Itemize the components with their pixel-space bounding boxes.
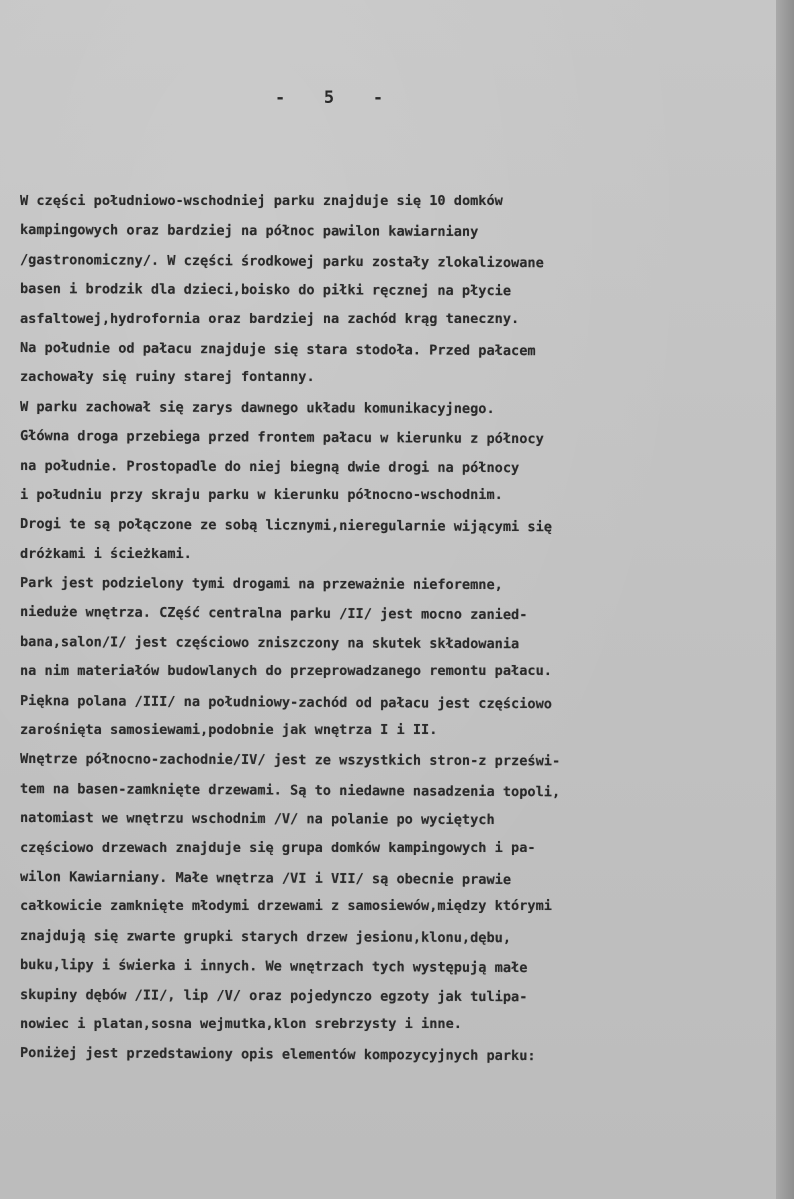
text-line: nowiec i platan,sosna wejmutka,klon srebrzysty i inne. — [20, 1015, 462, 1032]
text-line: częściowo drzewach znajduje się grupa domków kampingowych i pa- — [20, 839, 536, 856]
text-line: basen i brodzik dla dzieci,boisko do piłki ręcznej na płycie — [19, 281, 512, 300]
text-line: na nim materiałów budowlanych do przeprowadzanego remontu pałacu. — [20, 663, 552, 680]
text-line: asfaltowej,hydrofornia oraz bardziej na zachód krąg taneczny. — [20, 310, 520, 327]
text-line: buku,lipy i świerka i innych. We wnętrzach tych występują małe — [19, 957, 528, 977]
text-line: kampingowych oraz bardziej na północ pawilon kawiarniany — [19, 222, 479, 241]
text-line: znajdują się zwarte grupki starych drzew jesionu,klonu,dębu, — [19, 927, 512, 946]
text-line: Poniżej jest przedstawiony opis elementów kompozycyjnych parku: — [19, 1045, 536, 1065]
text-line: i południu przy skraju parku w kierunku północno-wschodnim. — [20, 486, 503, 503]
text-line: zarośnięta samosiewami,podobnie jak wnętrza I i II. — [20, 722, 438, 739]
text-line: dróżkami i ścieżkami. — [20, 545, 192, 562]
page-number: - 5 - — [274, 88, 386, 108]
text-line: wilon Kawiarniany. Małe wnętrza /VI i VII/ są obecnie prawie — [19, 868, 512, 888]
text-line: nieduże wnętrza. CZęść centralna parku /II/ jest mocno zanied- — [19, 604, 528, 624]
text-line: Drogi te są połączone ze sobą licznymi,nieregularnie wijącymi się — [19, 516, 553, 536]
text-line: Park jest podzielony tymi drogami na przeważnie nieforemne, — [19, 575, 503, 594]
text-line: Piękna polana /III/ na południowy-zachód od pałacu jest częściowo — [19, 692, 553, 712]
text-line: całkowicie zamknięte młodymi drzewami z samosiewów,między którymi — [20, 898, 552, 915]
text-line: Wnętrze północno-zachodnie/IV/ jest ze wszystkich stron-z prześwi- — [19, 751, 561, 770]
text-line: bana,salon/I/ jest częściowo zniszczony na skutek składowania — [19, 633, 520, 653]
text-line: Na południe od pałacu znajduje się stara stodoła. Przed pałacem — [19, 339, 536, 360]
text-line: zachowały się ruiny starej fontanny. — [20, 369, 315, 386]
text-line: natomiast we wnętrzu wschodnim /V/ na polanie po wyciętych — [19, 810, 495, 829]
page-edge — [776, 0, 794, 1199]
text-line: /gastronomiczny/. W części środkowej parku zostały zlokalizowane — [19, 251, 544, 271]
text-line: W parku zachował się zarys dawnego układu komunikacyjnego. — [19, 398, 495, 417]
text-line: skupiny dębów /II/, lip /V/ oraz pojedynczo egzoty jak tulipa- — [19, 986, 528, 1005]
text-line: W części południowo-wschodniej parku znajduje się 10 domków — [20, 193, 503, 209]
text-line: Główna droga przebiega przed frontem pałacu w kierunku z północy — [19, 428, 544, 448]
text-line: tem na basen-zamknięte drzewami. Są to niedawne nasadzenia topoli, — [19, 780, 561, 801]
text-line: na południe. Prostopadle do niej biegną dwie drogi na północy — [19, 457, 520, 476]
body-text — [20, 187, 760, 1069]
